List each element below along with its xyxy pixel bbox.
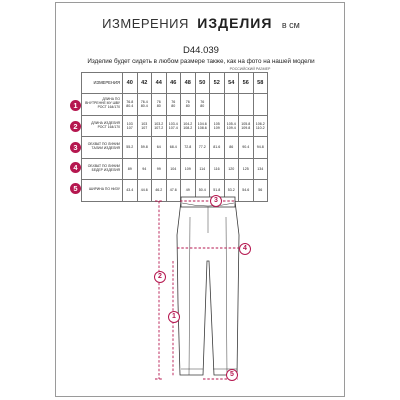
value-cell: 105.8 109.8 [239,115,254,137]
value-cell: 125 [239,158,254,180]
value-cell: 76 80 [181,94,196,116]
size-header-cell: 44 [152,73,167,94]
value-cell: 46.2 [152,180,167,202]
size-header-cell: 54 [224,73,239,94]
diagram-marker-5: 5 [226,369,238,381]
value-cell: 99 [152,158,167,180]
row-label: ОБХВАТ ПО ЛИНИИ ТАЛИИ ИЗДЕЛИЯ [82,137,123,159]
value-cell: 103 107 [123,115,138,137]
diagram-marker-1: 1 [168,311,180,323]
value-cell: 43.4 [123,180,138,202]
value-cell: 55.2 [123,137,138,159]
value-cell: 81.6 [210,137,225,159]
row-number-badge: 2 [70,121,81,132]
value-cell: 76 80 [152,94,167,116]
size-header-cell: 50 [195,73,210,94]
value-cell: 89 [123,158,138,180]
value-cell: 72.8 [181,137,196,159]
row-label: ДЛИНА ПО ВНУТРЕННЕ МУ ШВУ РОСТ 164/170 [82,94,123,116]
title-measurements: ИЗМЕРЕНИЯ [102,16,189,31]
diagram-marker-2: 2 [154,271,166,283]
value-cell: 76 80 [166,94,181,116]
row-label: ШИРИНА ПО НИЗУ [82,180,123,202]
value-cell: 53.2 [224,180,239,202]
diagram-marker-3: 3 [210,195,222,207]
value-cell: 103 107 [137,115,152,137]
value-cell: 86 [224,137,239,159]
value-cell: 64 [152,137,167,159]
value-cell: 120 [224,158,239,180]
size-header-cell: 42 [137,73,152,94]
value-cell: 106.2 110.2 [253,115,268,137]
size-header-cell: 46 [166,73,181,94]
value-cell: 103.2 107.2 [152,115,167,137]
value-cell: 105 109 [210,115,225,137]
value-cell: 68.4 [166,137,181,159]
fit-note: Изделие будет сидеть в любом размере также, как на фото на нашей модели [87,58,315,65]
value-cell: 90.4 [239,137,254,159]
value-cell: 47.6 [166,180,181,202]
value-cell: 51.8 [210,180,225,202]
measurement-card [55,2,345,397]
title-product: ИЗДЕЛИЯ [197,15,273,31]
value-cell: 109 [181,158,196,180]
value-cell: 76 80 [195,94,210,116]
row-number-badge: 4 [70,162,81,173]
size-header-cell: 56 [239,73,254,94]
trousers-diagram [56,3,346,398]
diagram-marker-4: 4 [239,243,251,255]
value-cell: 94.8 [253,137,268,159]
value-cell: 44.6 [137,180,152,202]
value-cell: 76.8 80.4 [123,94,138,116]
value-cell: 56 [253,180,268,202]
value-cell: 103.4 107.4 [166,115,181,137]
row-number-badge: 3 [70,142,81,153]
row-number-badge: 5 [70,183,81,194]
row-number-badge: 1 [70,100,81,111]
value-cell: 116 [210,158,225,180]
row-label: ДЛИНА ИЗДЕЛИЯ РОСТ 164/170 [82,115,123,137]
size-header-cell: 52 [210,73,225,94]
value-cell: 134 [253,158,268,180]
size-header-cell: 58 [253,73,268,94]
value-cell: 114 [195,158,210,180]
value-cell: 104 [166,158,181,180]
size-header-cell: 40 [123,73,138,94]
value-cell: 59.8 [137,137,152,159]
value-cell: 104.2 108.2 [181,115,196,137]
title-unit: в см [281,20,300,30]
row-label: ОБХВАТ ПО ЛИНИИ БЕДЕР ИЗДЕЛИЯ [82,158,123,180]
size-header-cell: 48 [181,73,196,94]
value-cell: 50.4 [195,180,210,202]
size-caption: РОССИЙСКИЙ РАЗМЕР [229,67,271,71]
value-cell: 76.4 80.4 [137,94,152,116]
table-header-label: ИЗМЕРЕНИЯ [82,73,123,94]
value-cell: 104.6 108.6 [195,115,210,137]
value-cell: 77.2 [195,137,210,159]
value-cell: 94 [137,158,152,180]
value-cell: 105.4 109.4 [224,115,239,137]
article-code: D44.039 [183,45,219,56]
value-cell: 54.6 [239,180,254,202]
value-cell: 49 [181,180,196,202]
